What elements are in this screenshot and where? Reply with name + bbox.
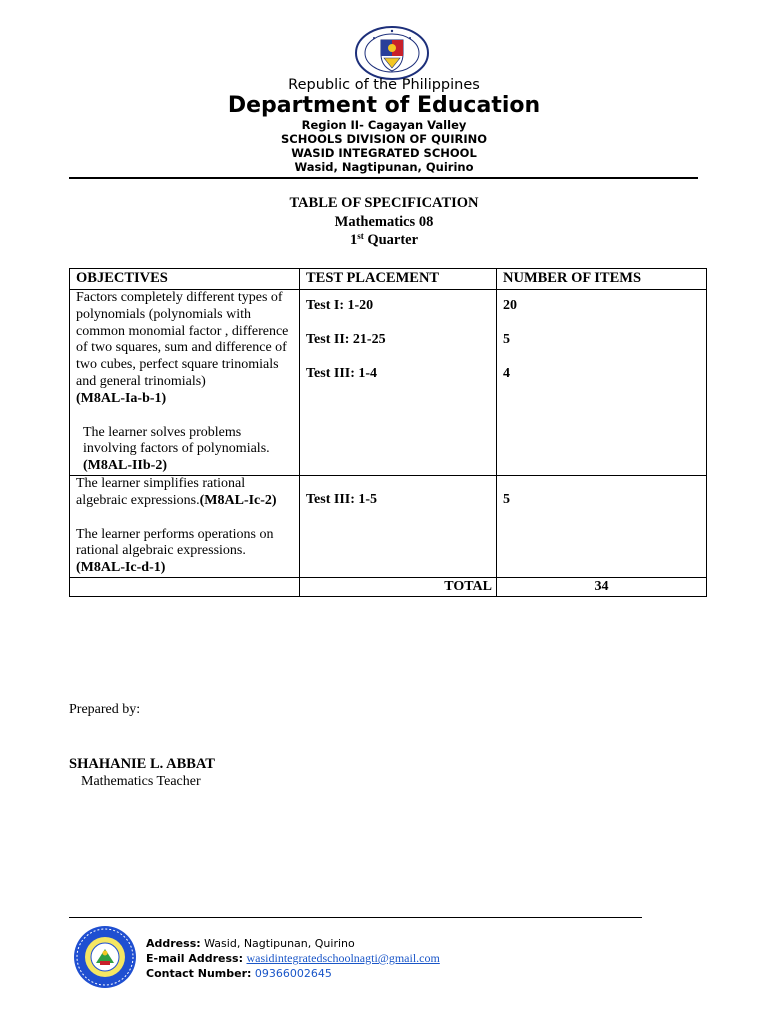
item-count: 5 [503, 491, 510, 507]
region-label: Region II- Cagayan Valley [301, 118, 467, 132]
header-number-of-items: NUMBER OF ITEMS [497, 269, 707, 290]
division-label: SCHOOLS DIVISION OF QUIRINO [280, 132, 488, 146]
placement-item: Test III: 1-4 [306, 365, 378, 381]
header-objectives: OBJECTIVES [70, 269, 300, 290]
email-link[interactable]: wasidintegratedschoolnagti@gmail.com [246, 951, 440, 965]
placement-item: Test I: 1-20 [306, 298, 374, 313]
table-header-row [70, 269, 707, 290]
objectives-cell [70, 475, 300, 577]
item-count: 20 [503, 298, 517, 313]
footer-divider [69, 917, 642, 918]
footer-contact [146, 936, 440, 981]
subject-label: Mathematics 08 [334, 214, 434, 230]
objective-text: The learner simplifies rational algebraic expressions.(M8AL-Ic-2) [76, 475, 277, 508]
republic-label: Republic of the Philippines [288, 77, 480, 93]
test-placement-cell [300, 475, 497, 577]
objective-text: The learner solves problems involving factors of polynomials. (M8AL-IIb-2) [83, 424, 270, 474]
teacher-name: SHAHANIE L. ABBAT [69, 756, 215, 772]
test-placement-cell [300, 290, 497, 476]
phone-number: 09366002645 [254, 967, 332, 980]
header-divider [69, 177, 698, 179]
quarter-label: 1st Quarter [349, 231, 419, 248]
teacher-position: Mathematics Teacher [81, 774, 201, 789]
prepared-by-label: Prepared by: [69, 702, 141, 717]
items-cell [497, 475, 707, 577]
document-title: TABLE OF SPECIFICATION [289, 195, 479, 211]
table-row [70, 290, 707, 476]
objectives-cell [70, 290, 300, 476]
school-seal-logo [73, 925, 137, 989]
school-name: WASID INTEGRATED SCHOOL [291, 146, 477, 160]
footer-address: Address: Wasid, Nagtipunan, Quirino [146, 937, 355, 950]
footer-email: E-mail Address: wasidintegratedschoolnagti@gmail.com [146, 951, 440, 965]
total-label: TOTAL [300, 577, 497, 596]
item-count: 5 [503, 331, 510, 347]
department-title: Department of Education [227, 93, 541, 118]
deped-seal-logo [354, 26, 430, 80]
placement-item: Test III: 1-5 [306, 491, 378, 507]
item-count: 4 [503, 365, 510, 381]
footer-contact-number: Contact Number: 09366002645 [146, 967, 332, 980]
specification-table [69, 268, 707, 597]
school-address: Wasid, Nagtipunan, Quirino [294, 160, 474, 174]
total-row [70, 577, 707, 596]
table-row [70, 475, 707, 577]
items-cell [497, 290, 707, 476]
objective-text: Factors completely different types of polynomials (polynomials with common monomial factor , difference of two squares, sum and difference of two cubes, perfect square trinomials and general trinomials) (M8AL-Ia-b-1) [76, 290, 289, 406]
header-test-placement: TEST PLACEMENT [300, 269, 497, 290]
total-value: 34 [497, 577, 707, 596]
objective-text: The learner performs operations on rational algebraic expressions. (M8AL-Ic-d-1) [76, 526, 274, 576]
empty-cell [70, 577, 300, 596]
placement-item: Test II: 21-25 [306, 331, 386, 347]
